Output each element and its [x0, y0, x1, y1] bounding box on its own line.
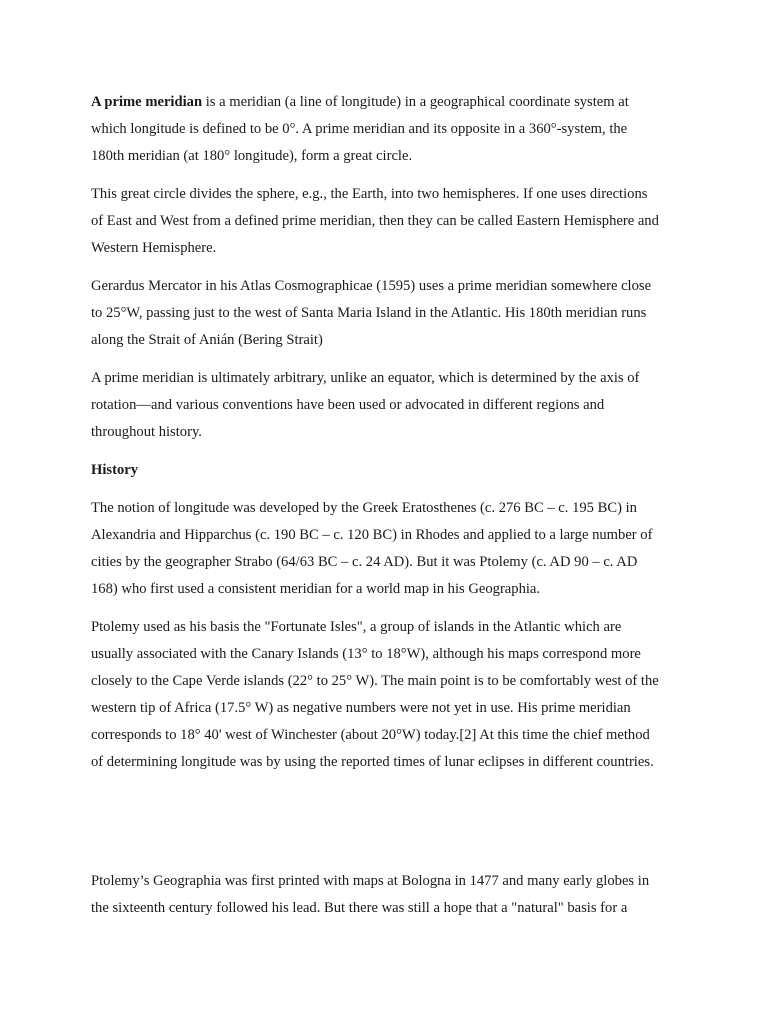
paragraph-longitude-notion — [91, 495, 688, 603]
paragraph-geographia-printed — [91, 868, 688, 922]
paragraph-line: closely to the Cape Verde islands (22° to 25° W). The main point is to be comfortably west of the — [91, 673, 659, 689]
paragraph-line: The notion of longitude was developed by the Greek Eratosthenes (c. 276 BC – c. 195 BC) in — [91, 500, 637, 516]
paragraph-line: western tip of Africa (17.5° W) as negative numbers were not yet in use. His prime meridian — [91, 700, 631, 716]
paragraph-line: A prime meridian is ultimately arbitrary, unlike an equator, which is determined by the axis of — [91, 370, 640, 386]
paragraph-line: to 25°W, passing just to the west of Santa Maria Island in the Atlantic. His 180th meridian runs — [91, 305, 647, 321]
paragraph-line: 168) who first used a consistent meridian for a world map in his Geographia. — [91, 581, 541, 597]
paragraph-ptolemy-basis — [91, 614, 688, 776]
paragraph-line: throughout history. — [91, 424, 202, 440]
paragraph-line: the sixteenth century followed his lead. But there was still a hope that a "natural" basis for a — [91, 900, 628, 916]
blank-space — [91, 787, 688, 868]
paragraph-line: Alexandria and Hipparchus (c. 190 BC – c. 120 BC) in Rhodes and applied to a large number of — [91, 527, 653, 543]
section-heading-history: History — [91, 462, 139, 478]
paragraph-line: of determining longitude was by using the reported times of lunar eclipses in different countries. — [91, 754, 654, 770]
paragraph-line: of East and West from a defined prime meridian, then they can be called Eastern Hemisphere and — [91, 213, 659, 229]
paragraph-text: is a meridian (a line of longitude) in a geographical coordinate system at — [202, 94, 629, 110]
paragraph-line: usually associated with the Canary Islands (13° to 18°W), although his maps correspond more — [91, 646, 641, 662]
paragraph-line: Gerardus Mercator in his Atlas Cosmographicae (1595) uses a prime meridian somewhere close — [91, 278, 652, 294]
paragraph-line: rotation—and various conventions have been used or advocated in different regions and — [91, 397, 605, 413]
paragraph-line: This great circle divides the sphere, e.g., the Earth, into two hemispheres. If one uses directions — [91, 186, 648, 202]
paragraph-line: 180th meridian (at 180° longitude), form a great circle. — [91, 148, 413, 164]
paragraph-intro — [91, 89, 688, 170]
paragraph-line: which longitude is defined to be 0°. A prime meridian and its opposite in a 360°-system, the — [91, 121, 628, 137]
paragraph-line: Ptolemy used as his basis the "Fortunate Isles", a group of islands in the Atlantic which are — [91, 619, 622, 635]
paragraph-line: Western Hemisphere. — [91, 240, 217, 256]
paragraph-hemispheres — [91, 181, 688, 262]
paragraph-mercator — [91, 273, 688, 354]
paragraph-line: along the Strait of Anián (Bering Strait) — [91, 332, 323, 348]
term-prime-meridian: A prime meridian — [91, 94, 203, 110]
paragraph-line — [91, 89, 688, 116]
paragraph-arbitrary — [91, 365, 688, 446]
paragraph-line: corresponds to 18° 40' west of Winchester (about 20°W) today.[2] At this time the chief method — [91, 727, 650, 743]
paragraph-line: cities by the geographer Strabo (64/63 BC – c. 24 AD). But it was Ptolemy (c. AD 90 – c. AD — [91, 554, 638, 570]
paragraph-line: Ptolemy’s Geographia was first printed with maps at Bologna in 1477 and many early globes in — [91, 873, 650, 889]
